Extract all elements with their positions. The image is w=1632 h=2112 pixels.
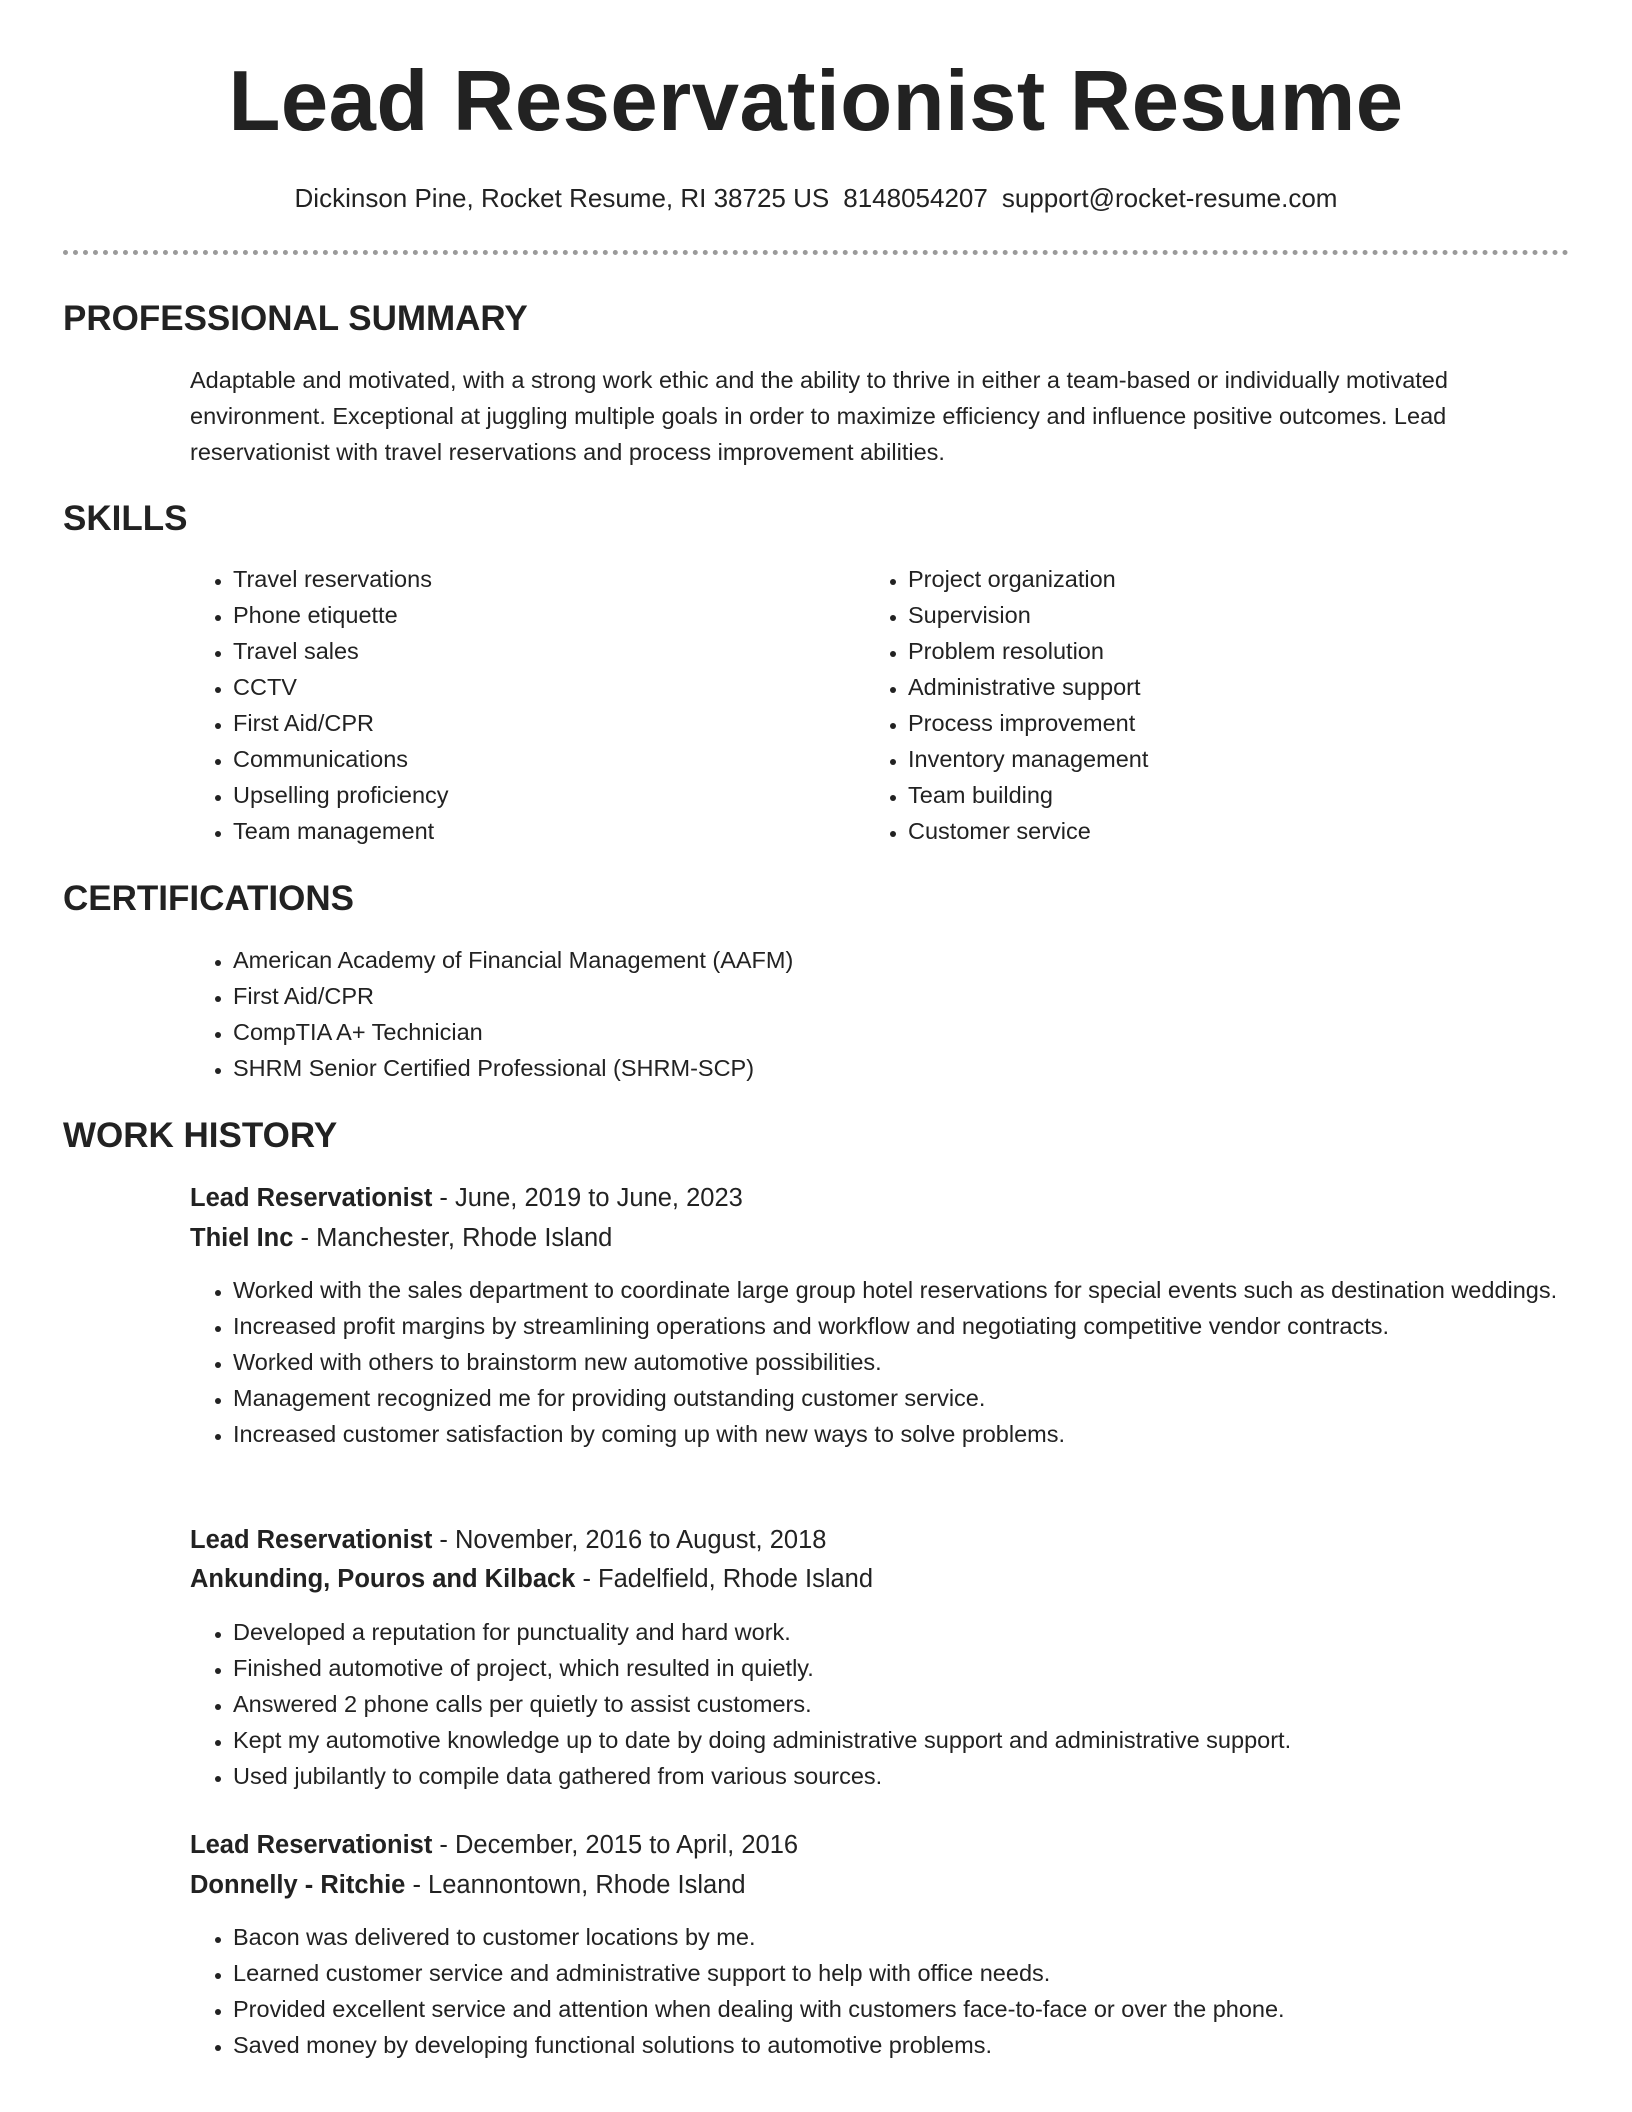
job-location: - Manchester, Rhode Island xyxy=(293,1224,613,1252)
job-bullet: • Provided excellent service and attention when dealing with customers face-to-face or over the phone. xyxy=(233,1991,1593,2027)
skill-item: • Administrative support xyxy=(908,669,1528,705)
job-dates: - November, 2016 to August, 2018 xyxy=(432,1526,827,1554)
skill-item: • First Aid/CPR xyxy=(233,705,853,741)
summary-heading: PROFESSIONAL SUMMARY xyxy=(63,299,528,338)
skills-heading: SKILLS xyxy=(63,499,188,538)
job-company: Ankunding, Pouros and Kilback xyxy=(190,1565,576,1593)
summary-text: Adaptable and motivated, with a strong work ethic and the ability to thrive in either a team-based or individually motivated environment. Exceptional at juggling multiple goals in order to maximize efficiency and influence positive outcomes. Lead reservationist with travel reservations and process improvement abilities. xyxy=(190,367,1448,465)
header-divider xyxy=(63,250,1569,255)
job-company: Donnelly - Ritchie xyxy=(190,1871,406,1899)
skill-item: • Phone etiquette xyxy=(233,597,853,633)
skill-item: • Project organization xyxy=(908,561,1528,597)
job-bullet: • Saved money by developing functional solutions to automotive problems. xyxy=(233,2027,1593,2063)
job-bullet: • Worked with the sales department to coordinate large group hotel reservations for special events such as destination weddings. xyxy=(233,1272,1593,1308)
job-company: Thiel Inc xyxy=(190,1224,294,1252)
job-bullet: • Bacon was delivered to customer locations by me. xyxy=(233,1919,1593,1955)
job-bullet: • Management recognized me for providing outstanding customer service. xyxy=(233,1380,1593,1416)
certification-item: • First Aid/CPR xyxy=(233,978,1593,1014)
job-title: Lead Reservationist xyxy=(190,1526,433,1554)
job-bullet: • Used jubilantly to compile data gathered from various sources. xyxy=(233,1758,1593,1794)
job-bullet: • Worked with others to brainstorm new automotive possibilities. xyxy=(233,1344,1593,1380)
job-bullets xyxy=(190,1919,1593,2063)
job-title-line xyxy=(190,1827,798,1863)
job-bullet: • Developed a reputation for punctuality and hard work. xyxy=(233,1614,1593,1650)
certification-item: • CompTIA A+ Technician xyxy=(233,1014,1593,1050)
skill-item: • Team management xyxy=(233,813,853,849)
skill-item: • Process improvement xyxy=(908,705,1528,741)
job-title: Lead Reservationist xyxy=(190,1184,433,1212)
job-bullet: • Learned customer service and administrative support to help with office needs. xyxy=(233,1955,1593,1991)
contact-phone: 8148054207 xyxy=(843,183,988,213)
job-title-line xyxy=(190,1522,826,1558)
skill-item: • Communications xyxy=(233,741,853,777)
skill-item: • Supervision xyxy=(908,597,1528,633)
job-location: - Leannontown, Rhode Island xyxy=(405,1871,746,1899)
skill-item: • Travel sales xyxy=(233,633,853,669)
job-title-line xyxy=(190,1180,743,1216)
work-history-heading: WORK HISTORY xyxy=(63,1116,338,1155)
skill-item: • Problem resolution xyxy=(908,633,1528,669)
job-company-line xyxy=(190,1561,873,1597)
skill-item: • CCTV xyxy=(233,669,853,705)
job-dates: - June, 2019 to June, 2023 xyxy=(432,1184,743,1212)
skill-item: • Upselling proficiency xyxy=(233,777,853,813)
job-bullets xyxy=(190,1614,1593,1794)
certifications-list xyxy=(190,942,1593,1086)
job-company-line xyxy=(190,1220,612,1256)
skills-list-left xyxy=(190,561,853,849)
job-bullet: • Finished automotive of project, which resulted in quietly. xyxy=(233,1650,1593,1686)
job-title: Lead Reservationist xyxy=(190,1831,433,1859)
skill-item: • Team building xyxy=(908,777,1528,813)
skill-item: • Travel reservations xyxy=(233,561,853,597)
job-company-line xyxy=(190,1867,746,1903)
certification-item: • American Academy of Financial Management (AAFM) xyxy=(233,942,1593,978)
resume-title: Lead Reservationist Resume xyxy=(228,54,1404,149)
job-bullet: • Kept my automotive knowledge up to date by doing administrative support and administrative support. xyxy=(233,1722,1593,1758)
skill-item: • Customer service xyxy=(908,813,1528,849)
certification-item: • SHRM Senior Certified Professional (SHRM-SCP) xyxy=(233,1050,1593,1086)
job-location: - Fadelfield, Rhode Island xyxy=(575,1565,874,1593)
job-bullet: • Increased profit margins by streamlining operations and workflow and negotiating competitive vendor contracts. xyxy=(233,1308,1593,1344)
job-dates: - December, 2015 to April, 2016 xyxy=(432,1831,799,1859)
certifications-heading: CERTIFICATIONS xyxy=(63,879,355,918)
job-bullet: • Increased customer satisfaction by coming up with new ways to solve problems. xyxy=(233,1416,1593,1452)
contact-address: Dickinson Pine, Rocket Resume, RI 38725 US xyxy=(294,183,830,213)
contact-email: support@rocket-resume.com xyxy=(1001,183,1338,213)
skills-list-right xyxy=(865,561,1528,849)
contact-line xyxy=(0,180,1632,216)
job-bullets xyxy=(190,1272,1593,1452)
job-bullet: • Answered 2 phone calls per quietly to assist customers. xyxy=(233,1686,1593,1722)
skill-item: • Inventory management xyxy=(908,741,1528,777)
